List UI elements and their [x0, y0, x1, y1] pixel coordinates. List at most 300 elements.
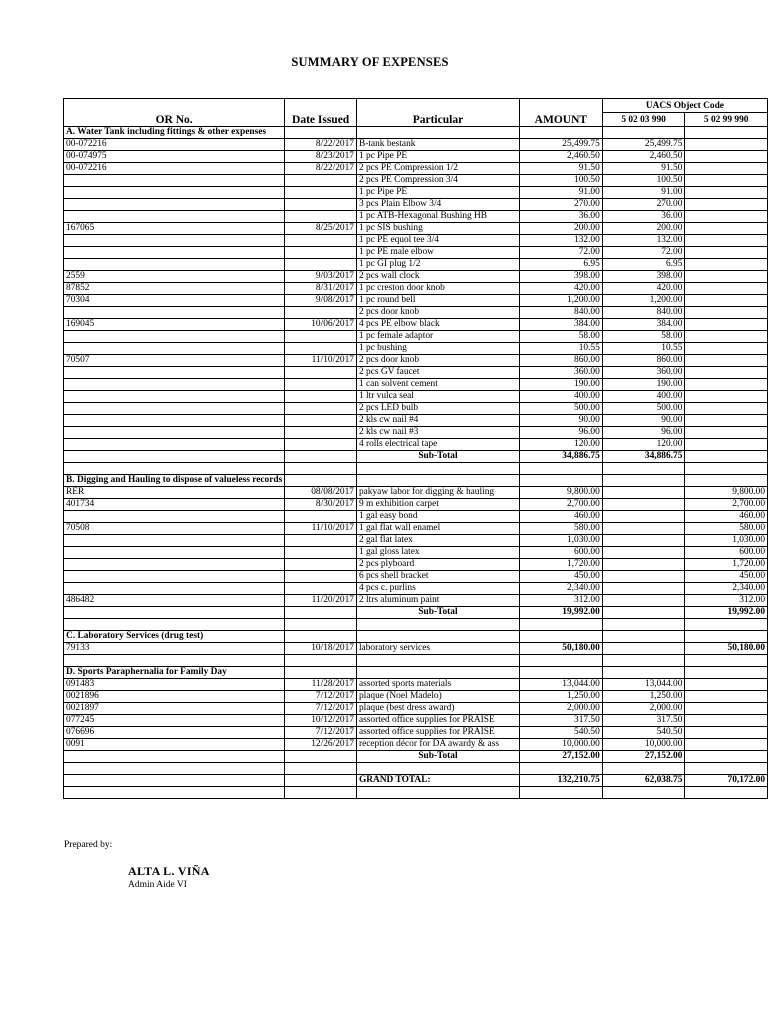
uacs-1-cell [602, 487, 685, 499]
amount-cell: 450.00 [519, 571, 602, 583]
uacs-2-cell [685, 175, 768, 187]
date-issued-cell: 12/26/2017 [285, 739, 357, 751]
uacs-2-cell [685, 187, 768, 199]
amount-cell: 25,499.75 [519, 139, 602, 151]
table-row [64, 739, 768, 751]
uacs-1-cell: 6.95 [602, 259, 685, 271]
date-issued-cell [285, 235, 357, 247]
table-row [64, 151, 768, 163]
uacs-1-cell: 36.00 [602, 211, 685, 223]
amount-cell: 91.00 [519, 187, 602, 199]
particular-cell: 4 pcs PE elbow black [356, 319, 519, 331]
particular-cell: 4 pcs c. purlins [356, 583, 519, 595]
date-issued-cell [285, 511, 357, 523]
uacs-2-cell [685, 259, 768, 271]
section-header-row [64, 127, 768, 139]
uacs-1-cell [602, 547, 685, 559]
table-row [64, 367, 768, 379]
subtotal-label: Sub-Total [356, 751, 519, 763]
subtotal-row [64, 751, 768, 763]
date-issued-cell [285, 211, 357, 223]
date-issued-cell: 8/22/2017 [285, 139, 357, 151]
amount-cell: 132.00 [519, 235, 602, 247]
or-no-cell: 0021897 [64, 703, 285, 715]
or-no-cell: 401734 [64, 499, 285, 511]
date-issued-cell [285, 259, 357, 271]
date-issued-cell [285, 307, 357, 319]
table-row [64, 415, 768, 427]
uacs-1-cell: 840.00 [602, 307, 685, 319]
or-no-cell: 00-072216 [64, 163, 285, 175]
table-row [64, 679, 768, 691]
grand-total-label: GRAND TOTAL: [356, 775, 519, 787]
or-no-cell [64, 559, 285, 571]
table-row [64, 259, 768, 271]
uacs-1-cell: 120.00 [602, 439, 685, 451]
signer-position: Admin Aide VI [128, 880, 187, 890]
table-row [64, 223, 768, 235]
or-no-cell [64, 259, 285, 271]
date-issued-cell [285, 427, 357, 439]
section-header-row [64, 667, 768, 679]
uacs-1-cell: 500.00 [602, 403, 685, 415]
table-row [64, 403, 768, 415]
uacs-1-cell [602, 559, 685, 571]
amount-cell: 360.00 [519, 367, 602, 379]
amount-cell: 398.00 [519, 271, 602, 283]
particular-cell: 2 kls cw nail #4 [356, 415, 519, 427]
or-no-cell: 00-074975 [64, 151, 285, 163]
particular-cell: 1 gal flat wall enamel [356, 523, 519, 535]
amount-cell: 840.00 [519, 307, 602, 319]
particular-cell: 1 pc Pipe PE [356, 187, 519, 199]
table-row [64, 727, 768, 739]
uacs-2-cell [685, 319, 768, 331]
table-row [64, 535, 768, 547]
uacs-1-cell: 132.00 [602, 235, 685, 247]
particular-cell: 2 pcs PE Compression 1/2 [356, 163, 519, 175]
particular-cell: 2 pcs PE Compression 3/4 [356, 175, 519, 187]
date-issued-cell [285, 247, 357, 259]
table-row [64, 703, 768, 715]
grand-total-value: 132,210.75 [519, 775, 602, 787]
table-row [64, 355, 768, 367]
table-row [64, 427, 768, 439]
grand-total-value: 70,172.00 [685, 775, 768, 787]
table-row [64, 643, 768, 655]
table-row [64, 559, 768, 571]
uacs-1-cell [602, 643, 685, 655]
particular-cell: 2 gal flat latex [356, 535, 519, 547]
blank-row [64, 619, 768, 631]
or-no-cell: 077245 [64, 715, 285, 727]
table-row [64, 511, 768, 523]
or-no-cell: 169045 [64, 319, 285, 331]
or-no-cell [64, 511, 285, 523]
date-issued-cell: 7/12/2017 [285, 691, 357, 703]
table-row [64, 331, 768, 343]
date-issued-cell: 8/25/2017 [285, 223, 357, 235]
amount-cell: 6.95 [519, 259, 602, 271]
or-no-cell [64, 367, 285, 379]
particular-cell: 6 pcs shell bracket [356, 571, 519, 583]
uacs-1-cell: 96.00 [602, 427, 685, 439]
signer-name: ALTA L. VIÑA [128, 864, 210, 878]
amount-cell: 860.00 [519, 355, 602, 367]
or-no-cell: 70507 [64, 355, 285, 367]
particular-cell: 2 kls cw nail #3 [356, 427, 519, 439]
table-row [64, 187, 768, 199]
date-issued-cell: 8/23/2017 [285, 151, 357, 163]
uacs-2-cell: 50,180.00 [685, 643, 768, 655]
grand-total-value: 62,038.75 [602, 775, 685, 787]
or-no-cell: RER [64, 487, 285, 499]
prepared-by-label: Prepared by: [64, 840, 113, 850]
particular-cell: 4 rolls electrical tape [356, 439, 519, 451]
or-no-cell: 0021896 [64, 691, 285, 703]
date-issued-cell [285, 391, 357, 403]
expenses-table [63, 98, 768, 799]
uacs-2-cell [685, 727, 768, 739]
or-no-cell: 87852 [64, 283, 285, 295]
amount-cell: 36.00 [519, 211, 602, 223]
uacs-1-cell: 270.00 [602, 199, 685, 211]
amount-cell: 120.00 [519, 439, 602, 451]
uacs-1-cell [602, 499, 685, 511]
subtotal-value: 34,886.75 [602, 451, 685, 463]
uacs-1-cell [602, 595, 685, 607]
or-no-cell [64, 391, 285, 403]
page-title: SUMMARY OF EXPENSES [291, 55, 449, 69]
section-title: B. Digging and Hauling to dispose of valueless records [64, 475, 285, 487]
particular-cell: reception décor for DA awardy & ass [356, 739, 519, 751]
table-row [64, 379, 768, 391]
or-no-cell [64, 175, 285, 187]
date-issued-cell [285, 175, 357, 187]
table-row [64, 571, 768, 583]
particular-cell: assorted sports materials [356, 679, 519, 691]
amount-cell: 420.00 [519, 283, 602, 295]
particular-cell: 3 pcs Plain Elbow 3/4 [356, 199, 519, 211]
blank-row [64, 787, 768, 799]
amount-cell: 2,460.50 [519, 151, 602, 163]
particular-cell: 1 pc PE equol tee 3/4 [356, 235, 519, 247]
blank-row [64, 463, 768, 475]
amount-cell: 9,800.00 [519, 487, 602, 499]
uacs-1-cell: 384.00 [602, 319, 685, 331]
table-row [64, 691, 768, 703]
particular-cell: 1 pc bushing [356, 343, 519, 355]
amount-cell: 91.50 [519, 163, 602, 175]
particular-cell: 2 pcs GV faucet [356, 367, 519, 379]
table-row [64, 343, 768, 355]
uacs-2-cell [685, 427, 768, 439]
uacs-2-cell: 1,030.00 [685, 535, 768, 547]
particular-cell: 2 pcs door knob [356, 355, 519, 367]
table-row [64, 391, 768, 403]
or-no-cell: 486482 [64, 595, 285, 607]
or-no-cell [64, 343, 285, 355]
subtotal-row [64, 451, 768, 463]
amount-cell: 2,700.00 [519, 499, 602, 511]
date-issued-cell: 8/22/2017 [285, 163, 357, 175]
uacs-1-cell [602, 571, 685, 583]
particular-cell: 1 pc PE male elbow [356, 247, 519, 259]
particular-cell: 1 pc round bell [356, 295, 519, 307]
particular-cell: assorted office supplies for PRAISE [356, 715, 519, 727]
uacs-2-cell [685, 151, 768, 163]
subtotal-value: 19,992.00 [519, 607, 602, 619]
particular-cell: 1 pc creston door knob [356, 283, 519, 295]
uacs-2-cell: 600.00 [685, 547, 768, 559]
amount-header: AMOUNT [519, 113, 602, 127]
table-row [64, 307, 768, 319]
date-issued-cell: 9/03/2017 [285, 271, 357, 283]
amount-cell: 10,000.00 [519, 739, 602, 751]
or-no-cell: 167065 [64, 223, 285, 235]
particular-cell: 1 pc GI plug 1/2 [356, 259, 519, 271]
particular-cell: 1 pc SIS bushing [356, 223, 519, 235]
uacs-code-1-header: 5 02 03 990 [602, 113, 685, 127]
subtotal-row [64, 607, 768, 619]
uacs-1-cell [602, 523, 685, 535]
uacs-1-cell: 200.00 [602, 223, 685, 235]
uacs-2-cell [685, 355, 768, 367]
uacs-2-cell: 1,720.00 [685, 559, 768, 571]
uacs-2-cell [685, 271, 768, 283]
subtotal-value: 34,886.75 [519, 451, 602, 463]
particular-cell: B-tank bestank [356, 139, 519, 151]
amount-cell: 190.00 [519, 379, 602, 391]
date-issued-cell: 08/08/2017 [285, 487, 357, 499]
amount-cell: 312.00 [519, 595, 602, 607]
subtotal-value [685, 451, 768, 463]
uacs-2-cell [685, 679, 768, 691]
or-no-cell [64, 247, 285, 259]
amount-cell: 317.50 [519, 715, 602, 727]
uacs-2-cell [685, 163, 768, 175]
uacs-object-code-header: UACS Object Code [602, 99, 767, 113]
table-row [64, 247, 768, 259]
uacs-2-cell [685, 439, 768, 451]
particular-cell: plaque (Noel Madelo) [356, 691, 519, 703]
particular-header: Particular [356, 113, 519, 127]
date-issued-cell [285, 547, 357, 559]
particular-cell: 1 pc ATB-Hexagonal Bushing HB [356, 211, 519, 223]
uacs-2-cell: 312.00 [685, 595, 768, 607]
or-no-cell [64, 199, 285, 211]
uacs-code-2-header: 5 02 99 990 [685, 113, 768, 127]
date-issued-cell: 8/30/2017 [285, 499, 357, 511]
uacs-1-cell: 13,044.00 [602, 679, 685, 691]
particular-cell: 2 pcs wall clock [356, 271, 519, 283]
date-issued-cell [285, 439, 357, 451]
uacs-1-cell: 2,460.50 [602, 151, 685, 163]
amount-cell: 1,720.00 [519, 559, 602, 571]
table-row [64, 163, 768, 175]
amount-cell: 1,200.00 [519, 295, 602, 307]
uacs-1-cell: 360.00 [602, 367, 685, 379]
or-no-cell [64, 403, 285, 415]
table-row [64, 211, 768, 223]
particular-cell: pakyaw labor for digging & hauling [356, 487, 519, 499]
subtotal-value: 27,152.00 [519, 751, 602, 763]
or-no-cell [64, 235, 285, 247]
uacs-1-cell: 72.00 [602, 247, 685, 259]
or-no-header: OR No. [64, 113, 285, 127]
uacs-2-cell [685, 295, 768, 307]
date-issued-cell [285, 199, 357, 211]
or-no-cell [64, 307, 285, 319]
amount-cell: 600.00 [519, 547, 602, 559]
uacs-1-cell: 1,250.00 [602, 691, 685, 703]
uacs-1-cell: 540.50 [602, 727, 685, 739]
date-issued-cell: 10/06/2017 [285, 319, 357, 331]
uacs-2-cell: 2,340.00 [685, 583, 768, 595]
subtotal-value [602, 607, 685, 619]
uacs-1-cell: 100.50 [602, 175, 685, 187]
date-issued-cell [285, 535, 357, 547]
uacs-2-cell [685, 223, 768, 235]
amount-cell: 400.00 [519, 391, 602, 403]
amount-cell: 90.00 [519, 415, 602, 427]
uacs-2-cell [685, 235, 768, 247]
date-issued-cell: 10/12/2017 [285, 715, 357, 727]
amount-cell: 50,180.00 [519, 643, 602, 655]
uacs-2-cell [685, 415, 768, 427]
section-header-row [64, 475, 768, 487]
particular-cell: 2 ltrs aluminum paint [356, 595, 519, 607]
or-no-cell: 091483 [64, 679, 285, 691]
date-issued-cell: 11/20/2017 [285, 595, 357, 607]
uacs-1-cell [602, 583, 685, 595]
particular-cell: 1 ltr vulca seal [356, 391, 519, 403]
or-no-cell [64, 547, 285, 559]
date-issued-cell: 11/10/2017 [285, 523, 357, 535]
table-row [64, 319, 768, 331]
uacs-2-cell: 2,700.00 [685, 499, 768, 511]
table-row [64, 583, 768, 595]
date-issued-cell [285, 403, 357, 415]
amount-cell: 13,044.00 [519, 679, 602, 691]
amount-cell: 2,000.00 [519, 703, 602, 715]
date-issued-cell [285, 343, 357, 355]
or-no-cell [64, 331, 285, 343]
uacs-1-cell: 398.00 [602, 271, 685, 283]
amount-cell: 1,030.00 [519, 535, 602, 547]
date-issued-cell: 10/18/2017 [285, 643, 357, 655]
or-no-cell [64, 535, 285, 547]
section-title: A. Water Tank including fittings & other expenses [64, 127, 285, 139]
uacs-2-cell [685, 403, 768, 415]
amount-cell: 580.00 [519, 523, 602, 535]
subtotal-value: 19,992.00 [685, 607, 768, 619]
date-issued-cell [285, 571, 357, 583]
uacs-1-cell: 58.00 [602, 331, 685, 343]
or-no-cell: 076696 [64, 727, 285, 739]
uacs-2-cell [685, 331, 768, 343]
uacs-2-cell: 450.00 [685, 571, 768, 583]
date-issued-cell [285, 331, 357, 343]
or-no-cell: 00-072216 [64, 139, 285, 151]
uacs-1-cell [602, 511, 685, 523]
or-no-cell: 79133 [64, 643, 285, 655]
table-row [64, 283, 768, 295]
or-no-cell: 2559 [64, 271, 285, 283]
or-no-cell [64, 187, 285, 199]
table-row [64, 595, 768, 607]
table-row [64, 295, 768, 307]
or-no-cell [64, 427, 285, 439]
section-title: D. Sports Paraphernalia for Family Day [64, 667, 285, 679]
date-issued-cell: 11/10/2017 [285, 355, 357, 367]
section-title: C. Laboratory Services (drug test) [64, 631, 285, 643]
date-issued-cell: 11/28/2017 [285, 679, 357, 691]
grand-total-row [64, 775, 768, 787]
uacs-1-cell: 400.00 [602, 391, 685, 403]
subtotal-label: Sub-Total [356, 451, 519, 463]
particular-cell: 1 pc Pipe PE [356, 151, 519, 163]
date-issued-header: Date Issued [285, 113, 357, 127]
date-issued-cell [285, 583, 357, 595]
subtotal-value: 27,152.00 [602, 751, 685, 763]
particular-cell: 1 can solvent cement [356, 379, 519, 391]
table-row [64, 439, 768, 451]
date-issued-cell [285, 379, 357, 391]
particular-cell: 2 pcs LED bulb [356, 403, 519, 415]
amount-cell: 72.00 [519, 247, 602, 259]
uacs-2-cell [685, 307, 768, 319]
subtotal-label: Sub-Total [356, 607, 519, 619]
subtotal-value [685, 751, 768, 763]
uacs-2-cell [685, 715, 768, 727]
amount-cell: 200.00 [519, 223, 602, 235]
or-no-cell [64, 415, 285, 427]
uacs-2-cell [685, 703, 768, 715]
uacs-2-cell [685, 691, 768, 703]
or-no-cell [64, 211, 285, 223]
amount-cell: 384.00 [519, 319, 602, 331]
uacs-1-cell [602, 535, 685, 547]
uacs-1-cell: 10,000.00 [602, 739, 685, 751]
uacs-2-cell [685, 739, 768, 751]
or-no-cell: 0091 [64, 739, 285, 751]
or-no-cell [64, 439, 285, 451]
uacs-1-cell: 10.55 [602, 343, 685, 355]
uacs-1-cell: 2,000.00 [602, 703, 685, 715]
date-issued-cell [285, 187, 357, 199]
particular-cell: 1 gal easy bond [356, 511, 519, 523]
uacs-2-cell [685, 379, 768, 391]
amount-cell: 500.00 [519, 403, 602, 415]
uacs-2-cell: 460.00 [685, 511, 768, 523]
date-issued-cell [285, 367, 357, 379]
table-row [64, 235, 768, 247]
uacs-2-cell [685, 199, 768, 211]
table-row [64, 139, 768, 151]
date-issued-cell [285, 559, 357, 571]
table-row [64, 199, 768, 211]
uacs-1-cell: 91.00 [602, 187, 685, 199]
header-row [64, 113, 768, 127]
particular-cell: 1 pc female adaptor [356, 331, 519, 343]
amount-cell: 100.50 [519, 175, 602, 187]
table-row [64, 715, 768, 727]
uacs-2-cell [685, 343, 768, 355]
date-issued-cell [285, 415, 357, 427]
amount-cell: 2,340.00 [519, 583, 602, 595]
date-issued-cell: 7/12/2017 [285, 727, 357, 739]
